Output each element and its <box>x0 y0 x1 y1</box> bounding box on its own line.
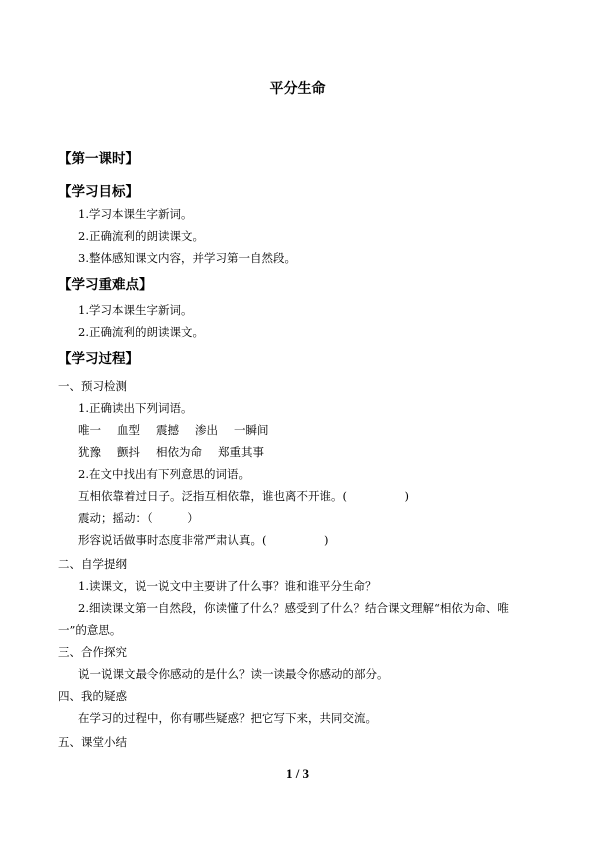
section-title: 二、自学提纲 <box>58 557 127 571</box>
question-text: 2.细读课文第一自然段，你读懂了什么？感受到了什么？结合课文理解“相依为命、唯 <box>78 601 509 615</box>
vocab-row <box>78 445 280 459</box>
document-title: 平分生命 <box>269 81 326 97</box>
definition-text: 震动；摇动：（ ） <box>78 511 199 525</box>
heading-lesson: 【第一课时】 <box>58 151 139 167</box>
vocab-word: 血型 <box>117 423 140 437</box>
question-text: 2.在文中找出有下列意思的词语。 <box>78 467 250 481</box>
heading-process: 【学习过程】 <box>58 351 139 367</box>
goal-item: 1.学习本课生字新词。 <box>78 207 193 221</box>
vocab-word: 唯一 <box>78 423 101 437</box>
goal-item: 3.整体感知课文内容，并学习第一自然段。 <box>78 251 296 265</box>
section-title: 三、合作探究 <box>58 645 127 659</box>
heading-key-points: 【学习重难点】 <box>58 277 153 293</box>
question-text: 1.读课文，说一说文中主要讲了什么事？谁和谁平分生命？ <box>78 579 377 593</box>
goal-item: 2.正确流利的朗读课文。 <box>78 229 204 243</box>
question-text: 1.正确读出下列词语。 <box>78 401 193 415</box>
key-point-item: 2.正确流利的朗读课文。 <box>78 325 204 339</box>
heading-goals: 【学习目标】 <box>58 184 139 200</box>
vocab-word: 震撼 <box>156 423 179 437</box>
body-text: 说一说课文最令你感动的是什么？读一读最令你感动的部分。 <box>78 667 389 681</box>
page-number: 1 / 3 <box>285 766 310 781</box>
definition-text: 形容说话做事时态度非常严肃认真。( ) <box>78 533 329 547</box>
key-point-item: 1.学习本课生字新词。 <box>78 303 193 317</box>
body-text: 在学习的过程中，你有哪些疑惑？把它写下来，共同交流。 <box>78 711 377 725</box>
vocab-word: 郑重其事 <box>218 445 264 459</box>
section-title: 五、课堂小结 <box>58 735 127 749</box>
vocab-word: 颤抖 <box>117 445 140 459</box>
vocab-word: 相依为命 <box>156 445 202 459</box>
vocab-word: 渗出 <box>195 423 218 437</box>
vocab-word: 一瞬间 <box>234 423 269 437</box>
definition-text: 互相依靠着过日子。泛指互相依靠，谁也离不开谁。( ) <box>78 489 409 503</box>
vocab-word: 犹豫 <box>78 445 101 459</box>
question-text: 一”的意思。 <box>58 623 122 637</box>
vocab-row <box>78 423 285 437</box>
section-title: 四、我的疑惑 <box>58 689 127 703</box>
section-title: 一、预习检测 <box>58 379 127 393</box>
